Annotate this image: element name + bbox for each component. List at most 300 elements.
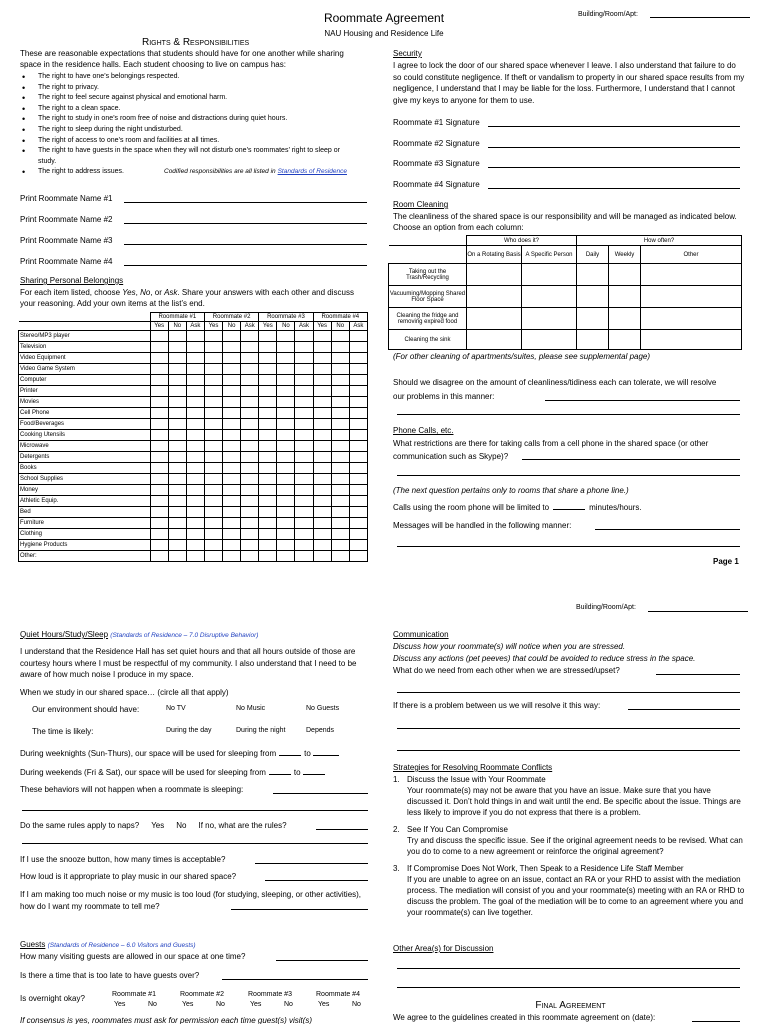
building-field-2[interactable] [648,611,748,612]
belonging-choice-cell[interactable] [277,452,295,463]
belonging-choice-cell[interactable] [349,375,367,386]
belonging-choice-cell[interactable] [223,463,241,474]
belonging-choice-cell[interactable] [349,540,367,551]
belonging-choice-cell[interactable] [313,518,331,529]
belonging-choice-cell[interactable] [313,474,331,485]
belonging-choice-cell[interactable] [186,474,204,485]
env-opt-no-music[interactable]: No Music [236,705,266,712]
belonging-choice-cell[interactable] [313,331,331,342]
belonging-choice-cell[interactable] [186,485,204,496]
cleaning-cell[interactable] [467,264,522,286]
naps-field-1[interactable] [316,829,368,830]
belonging-choice-cell[interactable] [204,474,222,485]
belonging-choice-cell[interactable] [277,518,295,529]
cleaning-cell[interactable] [609,286,641,308]
belonging-choice-cell[interactable] [349,364,367,375]
belonging-choice-cell[interactable] [259,331,277,342]
belonging-choice-cell[interactable] [241,507,259,518]
building-field[interactable] [650,17,750,18]
belonging-choice-cell[interactable] [259,474,277,485]
belonging-choice-cell[interactable] [223,353,241,364]
belonging-choice-cell[interactable] [168,529,186,540]
belonging-choice-cell[interactable] [168,408,186,419]
belonging-choice-cell[interactable] [349,551,367,562]
belonging-choice-cell[interactable] [150,342,168,353]
naps-yes[interactable]: Yes [151,821,165,830]
belonging-choice-cell[interactable] [168,353,186,364]
belonging-choice-cell[interactable] [331,452,349,463]
belonging-choice-cell[interactable] [331,419,349,430]
belonging-choice-cell[interactable] [150,386,168,397]
belonging-choice-cell[interactable] [313,452,331,463]
loud-field[interactable] [265,880,368,881]
belonging-choice-cell[interactable] [223,342,241,353]
belonging-choice-cell[interactable] [349,331,367,342]
belonging-choice-cell[interactable] [241,463,259,474]
belonging-choice-cell[interactable] [168,419,186,430]
belonging-choice-cell[interactable] [331,364,349,375]
belonging-choice-cell[interactable] [204,419,222,430]
phone-field-2[interactable] [397,475,740,476]
belonging-choice-cell[interactable] [150,353,168,364]
other-field-1[interactable] [397,968,740,969]
belonging-choice-cell[interactable] [295,474,313,485]
belonging-choice-cell[interactable] [331,386,349,397]
belonging-choice-cell[interactable] [241,397,259,408]
belonging-choice-cell[interactable] [204,408,222,419]
belonging-choice-cell[interactable] [295,331,313,342]
belonging-choice-cell[interactable] [259,540,277,551]
belonging-choice-cell[interactable] [186,496,204,507]
belonging-choice-cell[interactable] [241,331,259,342]
belonging-choice-cell[interactable] [168,551,186,562]
belonging-choice-cell[interactable] [331,540,349,551]
belonging-choice-cell[interactable] [223,375,241,386]
belonging-choice-cell[interactable] [295,529,313,540]
belonging-choice-cell[interactable] [277,485,295,496]
belonging-choice-cell[interactable] [186,364,204,375]
time-opt-night[interactable]: During the night [236,727,286,734]
belonging-choice-cell[interactable] [186,551,204,562]
belonging-choice-cell[interactable] [259,529,277,540]
problem-field-2[interactable] [397,728,740,729]
cleaning-cell[interactable] [467,286,522,308]
belonging-choice-cell[interactable] [259,441,277,452]
signature-1-field[interactable] [488,126,740,127]
phone-field-1[interactable] [522,459,740,460]
belonging-choice-cell[interactable] [349,353,367,364]
guests-ref[interactable]: (Standards of Residence – 6.0 Visitors and Guests) [47,942,196,949]
belonging-choice-cell[interactable] [186,529,204,540]
belonging-choice-cell[interactable] [223,441,241,452]
belonging-choice-cell[interactable] [223,507,241,518]
cleaning-cell[interactable] [522,330,577,350]
belonging-choice-cell[interactable] [313,342,331,353]
belonging-choice-cell[interactable] [168,397,186,408]
cleaning-cell[interactable] [467,308,522,330]
belonging-choice-cell[interactable] [186,408,204,419]
belonging-choice-cell[interactable] [223,474,241,485]
cleaning-cell[interactable] [577,286,609,308]
belonging-choice-cell[interactable] [150,540,168,551]
belonging-choice-cell[interactable] [150,452,168,463]
belonging-choice-cell[interactable] [168,386,186,397]
belonging-choice-cell[interactable] [168,364,186,375]
belonging-choice-cell[interactable] [150,430,168,441]
communication-field-1[interactable] [656,674,740,675]
belonging-choice-cell[interactable] [331,518,349,529]
belonging-choice-cell[interactable] [331,331,349,342]
belonging-choice-cell[interactable] [331,441,349,452]
cleaning-cell[interactable] [522,286,577,308]
belonging-choice-cell[interactable] [313,419,331,430]
print-name-3-field[interactable] [124,244,367,245]
belonging-choice-cell[interactable] [241,518,259,529]
belonging-choice-cell[interactable] [349,408,367,419]
guests-too-late-field[interactable] [222,979,368,980]
naps-field-2[interactable] [22,843,368,844]
belonging-choice-cell[interactable] [223,386,241,397]
other-field-2[interactable] [397,987,740,988]
noise-field[interactable] [231,909,368,910]
belonging-choice-cell[interactable] [204,452,222,463]
cleaning-cell[interactable] [577,330,609,350]
cleaning-cell[interactable] [641,330,742,350]
belonging-choice-cell[interactable] [168,518,186,529]
belonging-choice-cell[interactable] [295,364,313,375]
belonging-choice-cell[interactable] [259,518,277,529]
cleaning-cell[interactable] [641,308,742,330]
belonging-choice-cell[interactable] [186,375,204,386]
belonging-choice-cell[interactable] [223,364,241,375]
print-name-1-field[interactable] [124,202,367,203]
belonging-choice-cell[interactable] [241,375,259,386]
belonging-choice-cell[interactable] [349,496,367,507]
belonging-choice-cell[interactable] [223,452,241,463]
belonging-choice-cell[interactable] [349,397,367,408]
belonging-choice-cell[interactable] [150,474,168,485]
belonging-choice-cell[interactable] [241,342,259,353]
belonging-choice-cell[interactable] [277,463,295,474]
env-opt-no-tv[interactable]: No TV [166,705,186,712]
belonging-choice-cell[interactable] [204,375,222,386]
belonging-choice-cell[interactable] [204,463,222,474]
belonging-choice-cell[interactable] [277,397,295,408]
belonging-choice-cell[interactable] [295,342,313,353]
belonging-choice-cell[interactable] [186,397,204,408]
overnight-r2-yes[interactable]: Yes [182,1001,194,1008]
belonging-choice-cell[interactable] [241,551,259,562]
belonging-choice-cell[interactable] [241,408,259,419]
belonging-choice-cell[interactable] [204,386,222,397]
weekends-from-field[interactable] [269,774,291,775]
belonging-choice-cell[interactable] [168,430,186,441]
belonging-choice-cell[interactable] [186,441,204,452]
disagree-field-2[interactable] [397,414,740,415]
quiet-ref[interactable]: (Standards of Residence – 7.0 Disruptive Behavior) [110,632,259,639]
belonging-choice-cell[interactable] [313,408,331,419]
guests-how-many-field[interactable] [276,960,368,961]
belonging-choice-cell[interactable] [223,540,241,551]
behaviors-field-2[interactable] [22,810,368,811]
belonging-choice-cell[interactable] [331,342,349,353]
belonging-choice-cell[interactable] [150,441,168,452]
belonging-choice-cell[interactable] [295,507,313,518]
belonging-choice-cell[interactable] [349,419,367,430]
belonging-choice-cell[interactable] [331,551,349,562]
belonging-choice-cell[interactable] [295,441,313,452]
belonging-choice-cell[interactable] [204,540,222,551]
belonging-choice-cell[interactable] [277,507,295,518]
belonging-choice-cell[interactable] [295,353,313,364]
belonging-choice-cell[interactable] [168,342,186,353]
belonging-choice-cell[interactable] [349,441,367,452]
cleaning-cell[interactable] [609,264,641,286]
belonging-choice-cell[interactable] [241,496,259,507]
belonging-choice-cell[interactable] [295,419,313,430]
belonging-choice-cell[interactable] [186,452,204,463]
belonging-choice-cell[interactable] [150,551,168,562]
belonging-choice-cell[interactable] [223,496,241,507]
belonging-choice-cell[interactable] [223,419,241,430]
belonging-choice-cell[interactable] [168,441,186,452]
problem-field-1[interactable] [628,709,740,710]
belonging-choice-cell[interactable] [241,419,259,430]
env-opt-no-guests[interactable]: No Guests [306,705,340,712]
belonging-choice-cell[interactable] [295,408,313,419]
belonging-choice-cell[interactable] [313,551,331,562]
belonging-choice-cell[interactable] [150,331,168,342]
belonging-choice-cell[interactable] [277,353,295,364]
time-opt-depends[interactable]: Depends [306,727,335,734]
belonging-choice-cell[interactable] [241,430,259,441]
belonging-choice-cell[interactable] [277,408,295,419]
belonging-choice-cell[interactable] [313,397,331,408]
belonging-choice-cell[interactable] [204,397,222,408]
belonging-choice-cell[interactable] [277,540,295,551]
belonging-choice-cell[interactable] [349,485,367,496]
belonging-choice-cell[interactable] [277,364,295,375]
belonging-choice-cell[interactable] [150,408,168,419]
belonging-choice-cell[interactable] [349,474,367,485]
belonging-choice-cell[interactable] [204,496,222,507]
belonging-choice-cell[interactable] [259,485,277,496]
belonging-choice-cell[interactable] [259,408,277,419]
belonging-choice-cell[interactable] [150,496,168,507]
belonging-choice-cell[interactable] [313,386,331,397]
belonging-choice-cell[interactable] [313,485,331,496]
belonging-choice-cell[interactable] [295,551,313,562]
signature-4-field[interactable] [488,188,740,189]
overnight-r1-no[interactable]: No [148,1001,157,1008]
belonging-choice-cell[interactable] [259,430,277,441]
belonging-choice-cell[interactable] [295,430,313,441]
belonging-choice-cell[interactable] [331,397,349,408]
belonging-choice-cell[interactable] [204,518,222,529]
belonging-choice-cell[interactable] [313,463,331,474]
belonging-choice-cell[interactable] [277,331,295,342]
belonging-choice-cell[interactable] [259,452,277,463]
belonging-choice-cell[interactable] [204,331,222,342]
weeknights-to-field[interactable] [313,755,339,756]
belonging-choice-cell[interactable] [241,364,259,375]
standards-link[interactable]: Standards of Residence [277,168,347,176]
belonging-choice-cell[interactable] [241,441,259,452]
print-name-2-field[interactable] [124,223,367,224]
overnight-r1-yes[interactable]: Yes [114,1001,126,1008]
belonging-choice-cell[interactable] [295,496,313,507]
belonging-choice-cell[interactable] [349,452,367,463]
behaviors-field-1[interactable] [273,793,368,794]
snooze-field[interactable] [255,863,368,864]
belonging-choice-cell[interactable] [186,353,204,364]
belonging-choice-cell[interactable] [295,463,313,474]
belonging-choice-cell[interactable] [204,430,222,441]
belonging-choice-cell[interactable] [204,551,222,562]
belonging-choice-cell[interactable] [186,430,204,441]
belonging-choice-cell[interactable] [277,342,295,353]
belonging-choice-cell[interactable] [277,430,295,441]
belonging-choice-cell[interactable] [277,386,295,397]
belonging-choice-cell[interactable] [277,496,295,507]
belonging-choice-cell[interactable] [259,364,277,375]
cleaning-cell[interactable] [467,330,522,350]
print-name-4-field[interactable] [124,265,367,266]
belonging-choice-cell[interactable] [295,452,313,463]
belonging-choice-cell[interactable] [223,551,241,562]
final-date-field[interactable] [692,1021,740,1022]
belonging-choice-cell[interactable] [259,419,277,430]
belonging-choice-cell[interactable] [349,430,367,441]
overnight-r3-no[interactable]: No [284,1001,293,1008]
belonging-choice-cell[interactable] [241,540,259,551]
belonging-choice-cell[interactable] [295,485,313,496]
belonging-choice-cell[interactable] [168,507,186,518]
belonging-choice-cell[interactable] [150,529,168,540]
belonging-choice-cell[interactable] [331,529,349,540]
overnight-r4-no[interactable]: No [352,1001,361,1008]
naps-no[interactable]: No [176,821,187,830]
belonging-choice-cell[interactable] [331,430,349,441]
belonging-choice-cell[interactable] [349,507,367,518]
belonging-choice-cell[interactable] [241,474,259,485]
belonging-choice-cell[interactable] [313,529,331,540]
belonging-choice-cell[interactable] [186,507,204,518]
belonging-choice-cell[interactable] [223,397,241,408]
weeknights-from-field[interactable] [279,755,301,756]
belonging-choice-cell[interactable] [241,353,259,364]
belonging-choice-cell[interactable] [168,485,186,496]
belonging-choice-cell[interactable] [186,342,204,353]
belonging-choice-cell[interactable] [313,375,331,386]
belonging-choice-cell[interactable] [241,529,259,540]
belonging-choice-cell[interactable] [204,485,222,496]
belonging-choice-cell[interactable] [295,518,313,529]
belonging-choice-cell[interactable] [168,452,186,463]
belonging-choice-cell[interactable] [277,474,295,485]
belonging-choice-cell[interactable] [331,408,349,419]
problem-field-3[interactable] [397,750,740,751]
belonging-choice-cell[interactable] [349,463,367,474]
belonging-choice-cell[interactable] [223,485,241,496]
belonging-choice-cell[interactable] [150,507,168,518]
belonging-choice-cell[interactable] [277,419,295,430]
belonging-choice-cell[interactable] [223,430,241,441]
belonging-choice-cell[interactable] [277,529,295,540]
belonging-choice-cell[interactable] [259,551,277,562]
cleaning-cell[interactable] [522,308,577,330]
belonging-choice-cell[interactable] [313,353,331,364]
belonging-choice-cell[interactable] [168,331,186,342]
belonging-choice-cell[interactable] [241,485,259,496]
cleaning-cell[interactable] [522,264,577,286]
belonging-choice-cell[interactable] [277,551,295,562]
belonging-choice-cell[interactable] [313,364,331,375]
messages-field-1[interactable] [595,529,740,530]
belonging-choice-cell[interactable] [223,331,241,342]
belonging-choice-cell[interactable] [313,540,331,551]
belonging-choice-cell[interactable] [186,463,204,474]
overnight-r2-no[interactable]: No [216,1001,225,1008]
belonging-choice-cell[interactable] [259,342,277,353]
overnight-r3-yes[interactable]: Yes [250,1001,262,1008]
belonging-choice-cell[interactable] [259,386,277,397]
messages-field-2[interactable] [397,546,740,547]
belonging-choice-cell[interactable] [259,397,277,408]
belonging-choice-cell[interactable] [168,463,186,474]
belonging-choice-cell[interactable] [168,474,186,485]
cleaning-cell[interactable] [577,308,609,330]
minutes-field[interactable] [553,509,585,510]
belonging-choice-cell[interactable] [150,419,168,430]
belonging-choice-cell[interactable] [150,518,168,529]
belonging-choice-cell[interactable] [168,375,186,386]
overnight-r4-yes[interactable]: Yes [318,1001,330,1008]
belonging-choice-cell[interactable] [150,397,168,408]
belonging-choice-cell[interactable] [277,375,295,386]
belonging-choice-cell[interactable] [204,441,222,452]
belonging-choice-cell[interactable] [295,540,313,551]
belonging-choice-cell[interactable] [150,485,168,496]
belonging-choice-cell[interactable] [150,364,168,375]
belonging-choice-cell[interactable] [349,529,367,540]
belonging-choice-cell[interactable] [331,496,349,507]
belonging-choice-cell[interactable] [331,507,349,518]
belonging-choice-cell[interactable] [168,496,186,507]
cleaning-cell[interactable] [641,286,742,308]
belonging-choice-cell[interactable] [204,353,222,364]
belonging-choice-cell[interactable] [349,386,367,397]
belonging-choice-cell[interactable] [186,518,204,529]
belonging-choice-cell[interactable] [204,507,222,518]
belonging-choice-cell[interactable] [349,342,367,353]
belonging-choice-cell[interactable] [204,342,222,353]
cleaning-cell[interactable] [577,264,609,286]
belonging-choice-cell[interactable] [259,496,277,507]
belonging-choice-cell[interactable] [186,540,204,551]
belonging-choice-cell[interactable] [150,375,168,386]
belonging-choice-cell[interactable] [295,386,313,397]
belonging-choice-cell[interactable] [168,540,186,551]
belonging-choice-cell[interactable] [241,386,259,397]
time-opt-day[interactable]: During the day [166,727,212,734]
weekends-to-field[interactable] [303,774,325,775]
belonging-choice-cell[interactable] [186,419,204,430]
belonging-choice-cell[interactable] [186,331,204,342]
cleaning-cell[interactable] [609,308,641,330]
signature-2-field[interactable] [488,147,740,148]
cleaning-cell[interactable] [641,264,742,286]
